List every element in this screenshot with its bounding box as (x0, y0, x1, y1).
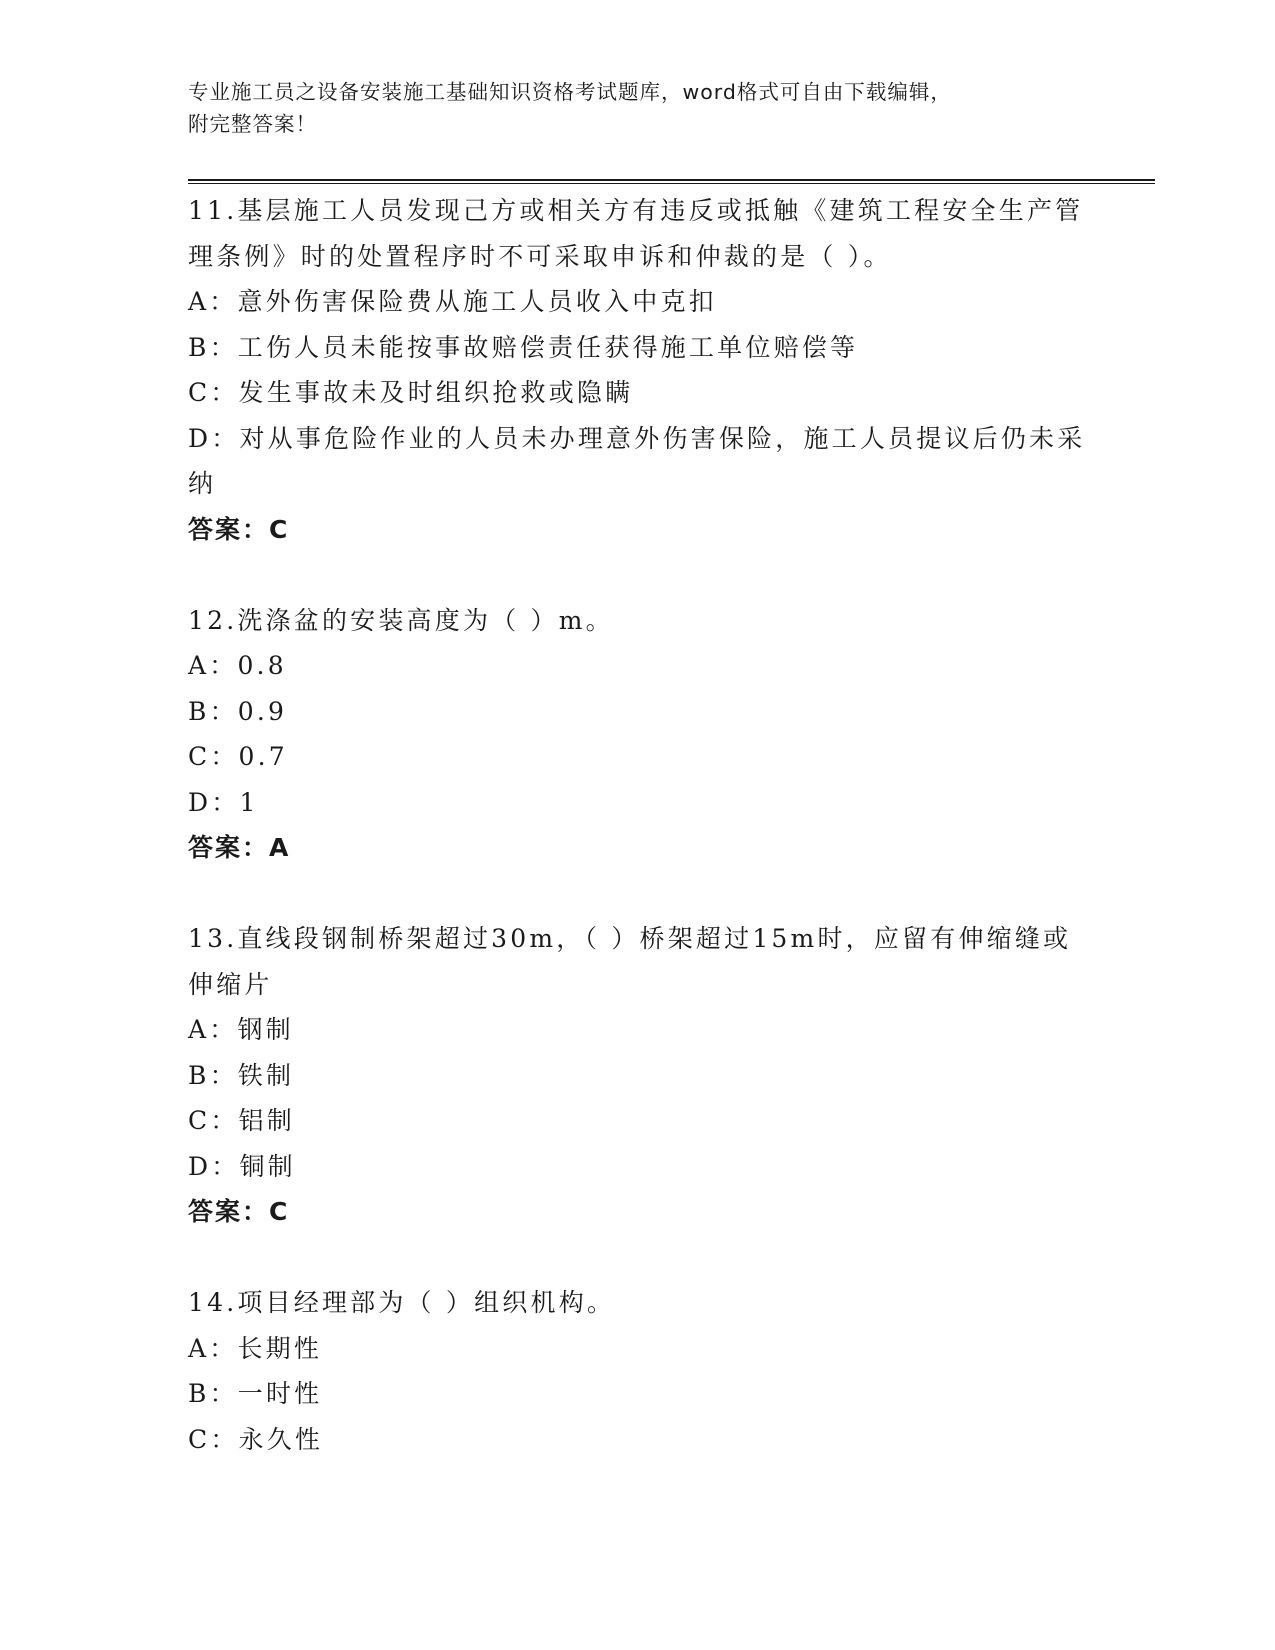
header-line-1: 专业施工员之设备安装施工基础知识资格考试题库，word格式可自由下载编辑， (188, 80, 952, 104)
question-13 (188, 916, 1088, 1235)
option-a: A：长期性 (188, 1333, 323, 1363)
header-divider (188, 179, 1155, 184)
question-gap (188, 871, 1088, 917)
question-stem: 11.基层施工人员发现己方或相关方有违反或抵触《建筑工程安全生产管理条例》时的处置程序时不可采取申诉和仲裁的是（ ）。 (188, 196, 1084, 271)
answer-line (188, 825, 1088, 871)
option-a: A：钢制 (188, 1015, 294, 1044)
answer-value: C (269, 1197, 290, 1226)
answer-line (188, 1189, 1088, 1235)
answer-label: 答案： (188, 514, 270, 544)
answer-value: C (269, 514, 290, 544)
question-list (188, 188, 1088, 1462)
option-d: D：1 (188, 787, 259, 817)
option-d: D：对从事危险作业的人员未办理意外伤害保险，施工人员提议后仍未采纳 (188, 423, 1086, 498)
question-14 (188, 1280, 1088, 1462)
option-c: C：0.7 (188, 742, 288, 771)
option-d: D：铜制 (188, 1151, 296, 1181)
document-header (188, 76, 1088, 140)
question-gap (188, 552, 1088, 598)
option-c: C：发生事故未及时组织抢救或隐瞒 (188, 378, 634, 407)
option-b: B：铁制 (188, 1060, 295, 1090)
question-stem: 14.项目经理部为（ ）组织机构。 (188, 1288, 616, 1317)
option-c: C：铝制 (188, 1106, 295, 1135)
option-b: B：工伤人员未能按事故赔偿责任获得施工单位赔偿等 (188, 332, 859, 362)
option-b: B：一时性 (188, 1379, 323, 1408)
answer-line (188, 507, 1088, 553)
question-12 (188, 598, 1088, 871)
question-stem: 12.洗涤盆的安装高度为（ ）m。 (188, 605, 614, 635)
question-gap (188, 1235, 1088, 1281)
answer-label: 答案： (188, 1197, 270, 1226)
option-c: C：永久性 (188, 1424, 324, 1454)
header-line-2: 附完整答案！ (188, 112, 317, 136)
answer-label: 答案： (188, 833, 270, 862)
option-b: B：0.9 (188, 696, 288, 726)
option-a: A：0.8 (188, 651, 287, 680)
option-a: A：意外伤害保险费从施工人员收入中克扣 (188, 287, 717, 316)
answer-value: A (269, 833, 291, 862)
question-11 (188, 188, 1088, 552)
question-stem: 13.直线段钢制桥架超过30m，（ ）桥架超过15m时，应留有伸缩缝或伸缩片 (188, 924, 1072, 999)
